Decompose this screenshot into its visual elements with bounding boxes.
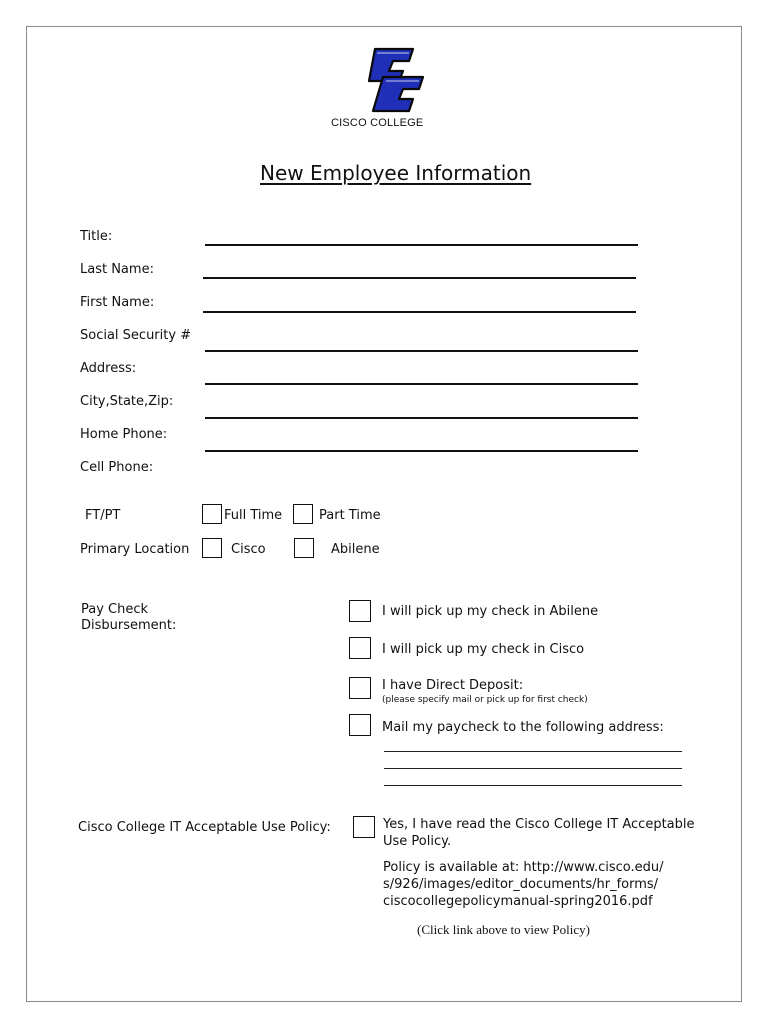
ssn-label: Social Security # <box>80 328 192 343</box>
cisco-location-label: Cisco <box>231 542 266 557</box>
home-phone-label: Home Phone: <box>80 427 168 442</box>
full-time-checkbox[interactable] <box>202 504 222 524</box>
ssn-field[interactable] <box>205 350 638 352</box>
first-name-label: First Name: <box>80 295 155 310</box>
college-name: CISCO COLLEGE <box>331 117 424 129</box>
home-phone-field[interactable] <box>205 450 638 452</box>
mail-address-line-3[interactable] <box>384 785 682 786</box>
form-page <box>26 26 742 1002</box>
city-state-zip-label: City,State,Zip: <box>80 394 174 409</box>
city-state-zip-field[interactable] <box>205 417 638 419</box>
last-name-field[interactable] <box>203 277 636 279</box>
direct-deposit-label: I have Direct Deposit: <box>382 678 524 693</box>
part-time-checkbox[interactable] <box>293 504 313 524</box>
direct-deposit-note: (please specify mail or pick up for first check) <box>382 695 588 705</box>
page-title: New Employee Information <box>260 161 532 185</box>
cisco-college-logo <box>353 45 429 115</box>
policy-label: Cisco College IT Acceptable Use Policy: <box>78 820 331 835</box>
last-name-label: Last Name: <box>80 262 154 277</box>
part-time-label: Part Time <box>319 508 381 523</box>
direct-deposit-checkbox[interactable] <box>349 677 371 699</box>
cisco-location-checkbox[interactable] <box>202 538 222 558</box>
policy-url-line2[interactable]: s/926/images/editor_documents/hr_forms/ <box>383 877 659 892</box>
title-field[interactable] <box>205 244 638 246</box>
mail-paycheck-label: Mail my paycheck to the following address: <box>382 720 664 735</box>
paycheck-label-line2: Disbursement: <box>81 618 177 633</box>
address-label: Address: <box>80 361 137 376</box>
policy-url-line1[interactable]: Policy is available at: http://www.cisco.edu/ <box>383 860 664 875</box>
policy-click-note: (Click link above to view Policy) <box>417 922 590 937</box>
pickup-abilene-checkbox[interactable] <box>349 600 371 622</box>
primary-location-label: Primary Location <box>80 542 190 557</box>
employment-type-label: FT/PT <box>85 508 121 523</box>
address-field[interactable] <box>205 383 638 385</box>
policy-url-line3[interactable]: ciscocollegepolicymanual-spring2016.pdf <box>383 894 653 909</box>
mail-address-line-1[interactable] <box>384 751 682 752</box>
title-label: Title: <box>80 229 113 244</box>
abilene-location-checkbox[interactable] <box>294 538 314 558</box>
abilene-location-label: Abilene <box>331 542 380 557</box>
first-name-field[interactable] <box>203 311 636 313</box>
pickup-abilene-label: I will pick up my check in Abilene <box>382 604 599 619</box>
full-time-label: Full Time <box>224 508 283 523</box>
policy-confirm-line2: Use Policy. <box>383 834 452 849</box>
pickup-cisco-checkbox[interactable] <box>349 637 371 659</box>
mail-address-line-2[interactable] <box>384 768 682 769</box>
pickup-cisco-label: I will pick up my check in Cisco <box>382 642 585 657</box>
paycheck-label-line1: Pay Check <box>81 602 149 617</box>
policy-confirm-line1: Yes, I have read the Cisco College IT Acceptable <box>383 817 695 832</box>
mail-paycheck-checkbox[interactable] <box>349 714 371 736</box>
cell-phone-label: Cell Phone: <box>80 460 154 475</box>
policy-agree-checkbox[interactable] <box>353 816 375 838</box>
